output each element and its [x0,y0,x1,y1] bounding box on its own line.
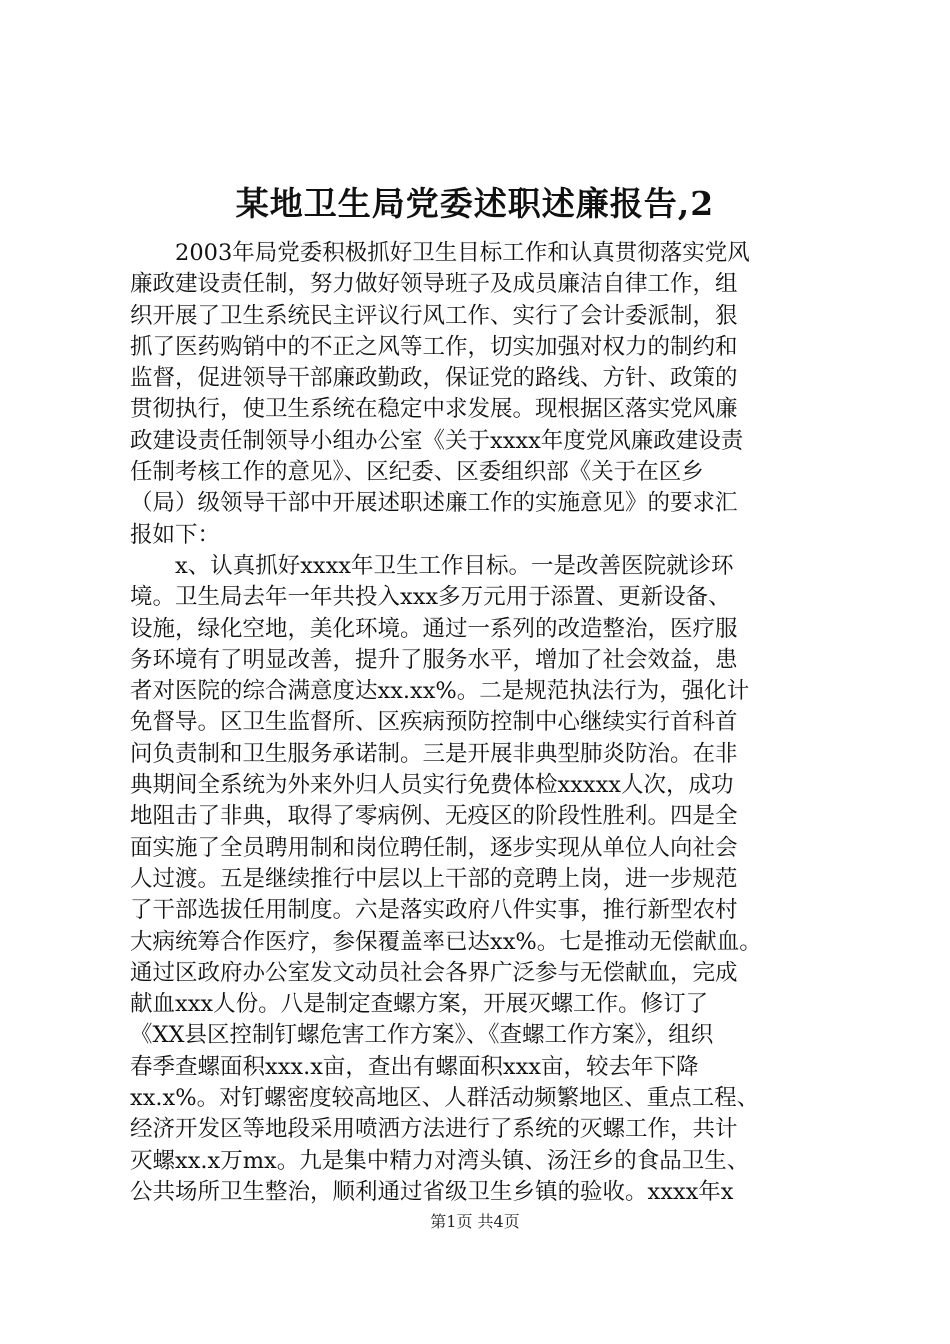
paragraph-2-line-4: 务环境有了明显改善，提升了服务水平，增加了社会效益，患 [130,646,738,673]
document-body [130,238,830,1208]
paragraph-2-line-20: 灭螺xx.x万mx。九是集中精力对湾头镇、汤汪乡的食品卫生、 [130,1147,750,1174]
paragraph-1-line-2: 廉政建设责任制，努力做好领导班子及成员廉洁自律工作，组 [130,271,738,298]
paragraph-2-line-1: x、认真抓好xxxx年卫生工作目标。一是改善医院就诊环 [175,552,734,579]
paragraph-2-line-13: 大病统筹合作医疗，参保覆盖率已达xx%。七是推动无偿献血。 [130,928,762,955]
paragraph-2-line-12: 了干部选拔任用制度。六是落实政府八件实事，推行新型农村 [130,897,738,924]
paragraph-2-line-17: 春季查螺面积xxx.x亩，查出有螺面积xxx亩，较去年下降 [130,1053,699,1080]
page-footer: 第1页 共4页 [430,1212,520,1231]
paragraph-1-line-6: 贯彻执行，使卫生系统在稳定中求发展。现根据区落实党风廉 [130,396,738,423]
paragraph-2-line-21: 公共场所卫生整治，顺利通过省级卫生乡镇的验收。xxxx年x [130,1178,734,1205]
paragraph-2-line-10: 面实施了全员聘用制和岗位聘任制，逐步实现从单位人向社会 [130,834,738,861]
paragraph-1-line-4: 抓了医药购销中的不正之风等工作，切实加强对权力的制约和 [130,333,738,360]
paragraph-1-line-7: 政建设责任制领导小组办公室《关于xxxx年度党风廉政建设责 [130,427,744,454]
paragraph-2-line-19: 经济开发区等地段采用喷洒方法进行了系统的灭螺工作，共计 [130,1116,738,1143]
paragraph-2-line-14: 通过区政府办公室发文动员社会各界广泛参与无偿献血，完成 [130,959,738,986]
paragraph-1-line-5: 监督，促进领导干部廉政勤政，保证党的路线、方针、政策的 [130,365,738,392]
paragraph-2-line-11: 人过渡。五是继续推行中层以上干部的竞聘上岗，进一步规范 [130,865,738,892]
paragraph-2-line-6: 免督导。区卫生监督所、区疾病预防控制中心继续实行首科首 [130,709,738,736]
paragraph-2-line-16: 《XX县区控制钉螺危害工作方案》、《查螺工作方案》，组织 [130,1022,714,1049]
paragraph-2-line-8: 典期间全系统为外来外归人员实行免费体检xxxxx人次，成功 [130,772,734,799]
paragraph-2-line-5: 者对医院的综合满意度达xx.xx%。二是规范执法行为，强化计 [130,678,750,705]
paragraph-1-line-9: （局）级领导干部中开展述职述廉工作的实施意见》的要求汇 [130,490,738,517]
paragraph-2-line-18: xx.x%。对钉螺密度较高地区、人群活动频繁地区、重点工程、 [130,1085,760,1112]
paragraph-1-line-8: 任制考核工作的意见》、区纪委、区委组织部《关于在区乡 [130,459,704,486]
paragraph-1-line-3: 织开展了卫生系统民主评议行风工作、实行了会计委派制，狠 [130,302,738,329]
paragraph-2-line-9: 地阻击了非典，取得了零病例、无疫区的阶段性胜利。四是全 [130,803,738,830]
paragraph-2-line-3: 设施，绿化空地，美化环境。通过一系列的改造整治，医疗服 [130,615,738,642]
paragraph-2-line-15: 献血xxx人份。八是制定查螺方案，开展灭螺工作。修订了 [130,991,709,1018]
paragraph-1-line-10: 报如下： [130,521,221,548]
document-title: 某地卫生局党委述职述廉报告,2 [235,184,715,223]
paragraph-2-line-2: 境。卫生局去年一年共投入xxx多万元用于添置、更新设备、 [130,584,731,611]
paragraph-2-line-7: 问负责制和卫生服务承诺制。三是开展非典型肺炎防治。在非 [130,740,738,767]
paragraph-1-line-1: 2003年局党委积极抓好卫生目标工作和认真贯彻落实党风 [175,240,750,266]
